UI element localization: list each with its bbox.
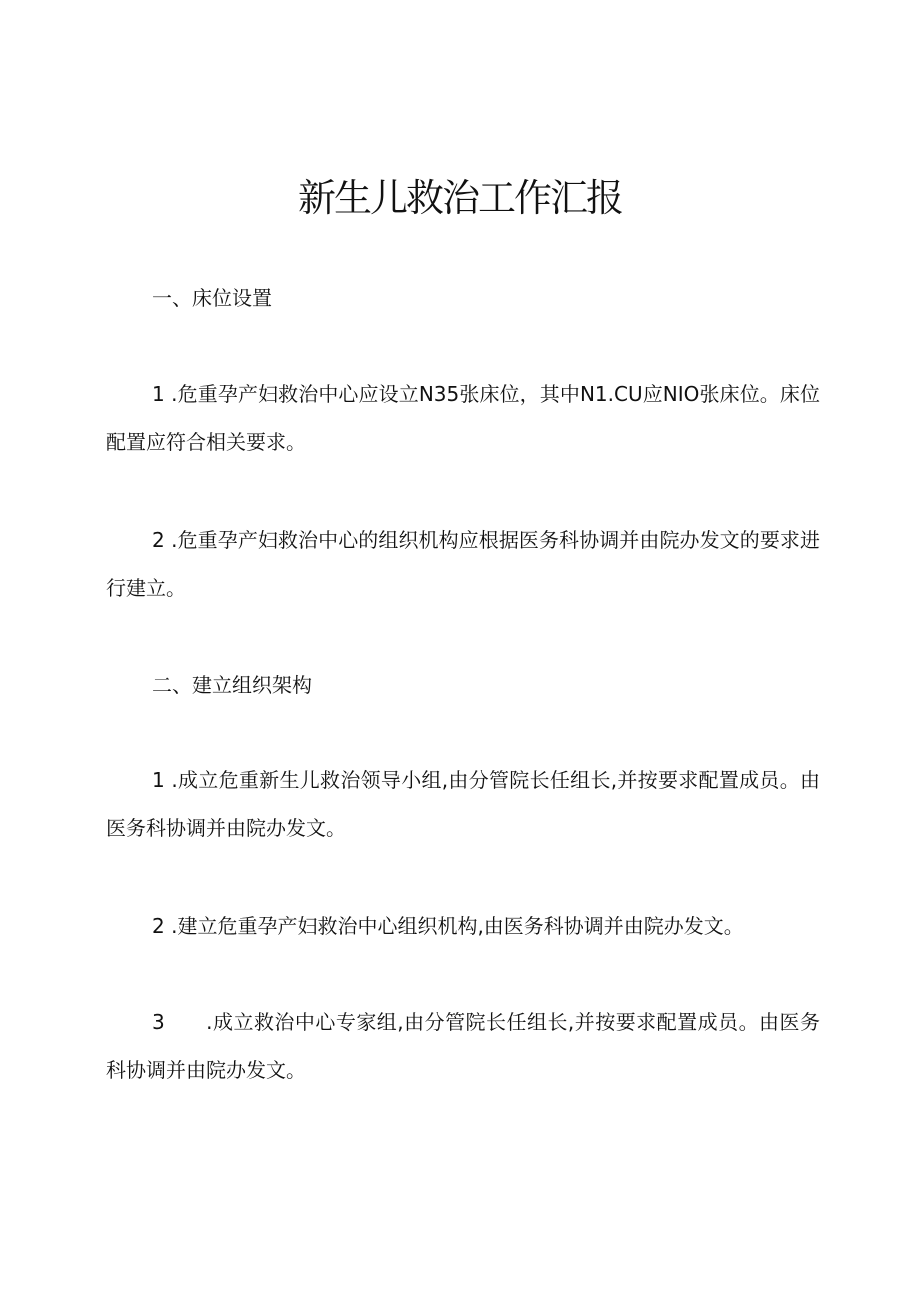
paragraph-bed-setup-2: 2 .危重孕产妇救治中心的组织机构应根据医务科协调并由院办发文的要求进行建立。	[106, 528, 820, 600]
paragraph-org-structure-1: 1 .成立危重新生儿救治领导小组,由分管院长任组长,并按要求配置成员。由医务科协调并由院办发文。	[106, 768, 820, 840]
section-heading-org-structure: 二、建立组织架构	[152, 673, 312, 697]
paragraph-bed-setup-1: 1 .危重孕产妇救治中心应设立N35张床位，其中N1.CU应NIO张床位。床位配置应符合相关要求。	[106, 382, 820, 454]
paragraph-org-structure-2: 2 .建立危重孕产妇救治中心组织机构,由医务科协调并由院办发文。	[152, 914, 744, 938]
document-title: 新生儿救治工作汇报	[297, 176, 622, 220]
paragraph-org-structure-3: 3 .成立救治中心专家组,由分管院长任组长,并按要求配置成员。由医务科协调并由院办发文。	[106, 1010, 820, 1082]
section-heading-bed-setup: 一、床位设置	[152, 286, 272, 310]
